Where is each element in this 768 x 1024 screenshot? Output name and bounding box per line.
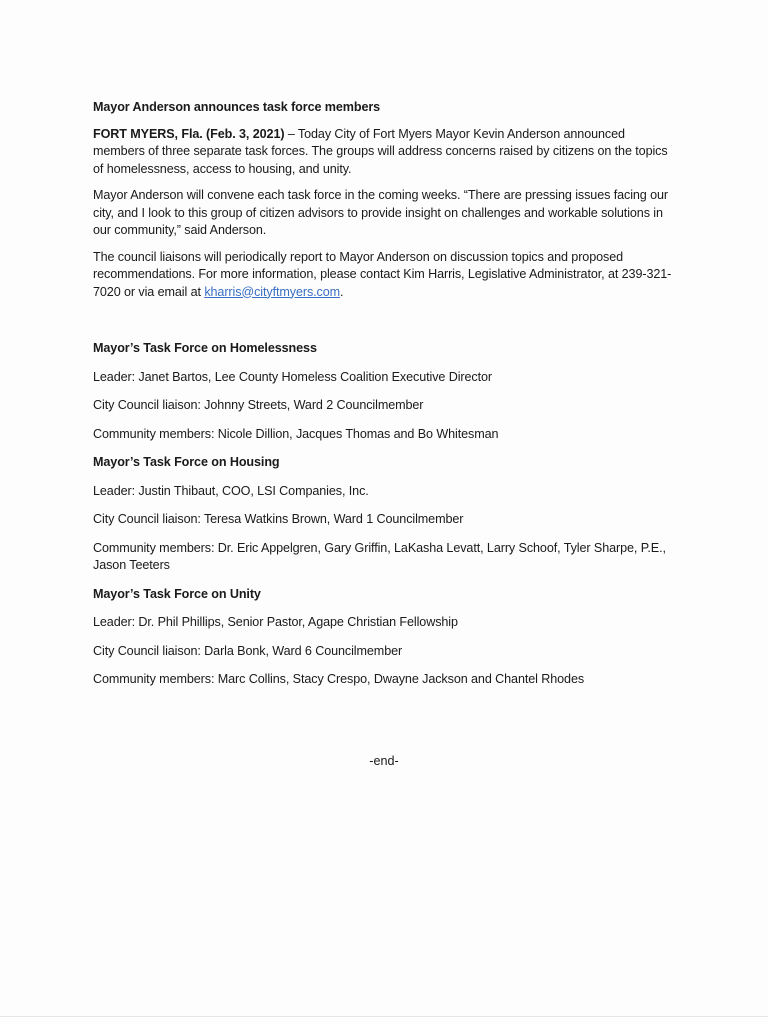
contact-paragraph [93, 249, 673, 302]
section-title: Mayor’s Task Force on Housing [93, 455, 280, 469]
quote-paragraph: Mayor Anderson will convene each task force in the coming weeks. “There are pressing issues facing our city, and I look to this group of citizen advisors to provide insight on challenges and workable solutions in our community,” said Anderson. [93, 188, 668, 237]
intro-text: – Today City of Fort Myers Mayor Kevin Anderson announced members of three separate task forces. The groups will address concerns raised by citizens on the topics of homelessness, access to housing, and unity. [93, 126, 668, 176]
liaison-line: City Council liaison: Johnny Streets, Ward 2 Councilmember [93, 398, 424, 412]
task-force-homelessness [93, 340, 673, 443]
members-line: Community members: Marc Collins, Stacy Crespo, Dwayne Jackson and Chantel Rhodes [93, 672, 585, 686]
end-mark: -end- [369, 754, 399, 768]
leader-line: Leader: Justin Thibaut, COO, LSI Companies, Inc. [93, 483, 369, 498]
page-edge-divider [0, 1016, 768, 1017]
task-force-housing [93, 454, 673, 575]
dateline: FORT MYERS, Fla. (Feb. 3, 2021) [93, 126, 285, 141]
spacer [93, 310, 673, 340]
leader-line: Leader: Janet Bartos, Lee County Homeless Coalition Executive Director [93, 369, 493, 384]
press-release-body [93, 99, 673, 700]
section-title: Mayor’s Task Force on Unity [93, 586, 261, 601]
headline: Mayor Anderson announces task force members [93, 100, 381, 114]
members-line: Community members: Nicole Dillion, Jacques Thomas and Bo Whitesman [93, 426, 499, 441]
intro-paragraph [93, 126, 673, 179]
contact-end: . [340, 284, 344, 299]
section-title: Mayor’s Task Force on Homelessness [93, 341, 317, 355]
liaison-line: City Council liaison: Teresa Watkins Brown, Ward 1 Councilmember [93, 512, 464, 526]
leader-line: Leader: Dr. Phil Phillips, Senior Pastor, Agape Christian Fellowship [93, 615, 458, 629]
contact-text: The council liaisons will periodically report to Mayor Anderson on discussion topics and proposed recommendations. For more information, please contact Kim Harris, Legislative Administrator, at 239-321-7020 or via email at [93, 249, 672, 299]
email-link[interactable]: kharris@cityftmyers.com [204, 284, 341, 299]
liaison-line: City Council liaison: Darla Bonk, Ward 6 Councilmember [93, 643, 403, 658]
task-force-unity [93, 586, 673, 689]
members-line: Community members: Dr. Eric Appelgren, Gary Griffin, LaKasha Levatt, Larry Schoof, Tyler Sharpe, P.E., Jason Teeters [93, 540, 666, 572]
